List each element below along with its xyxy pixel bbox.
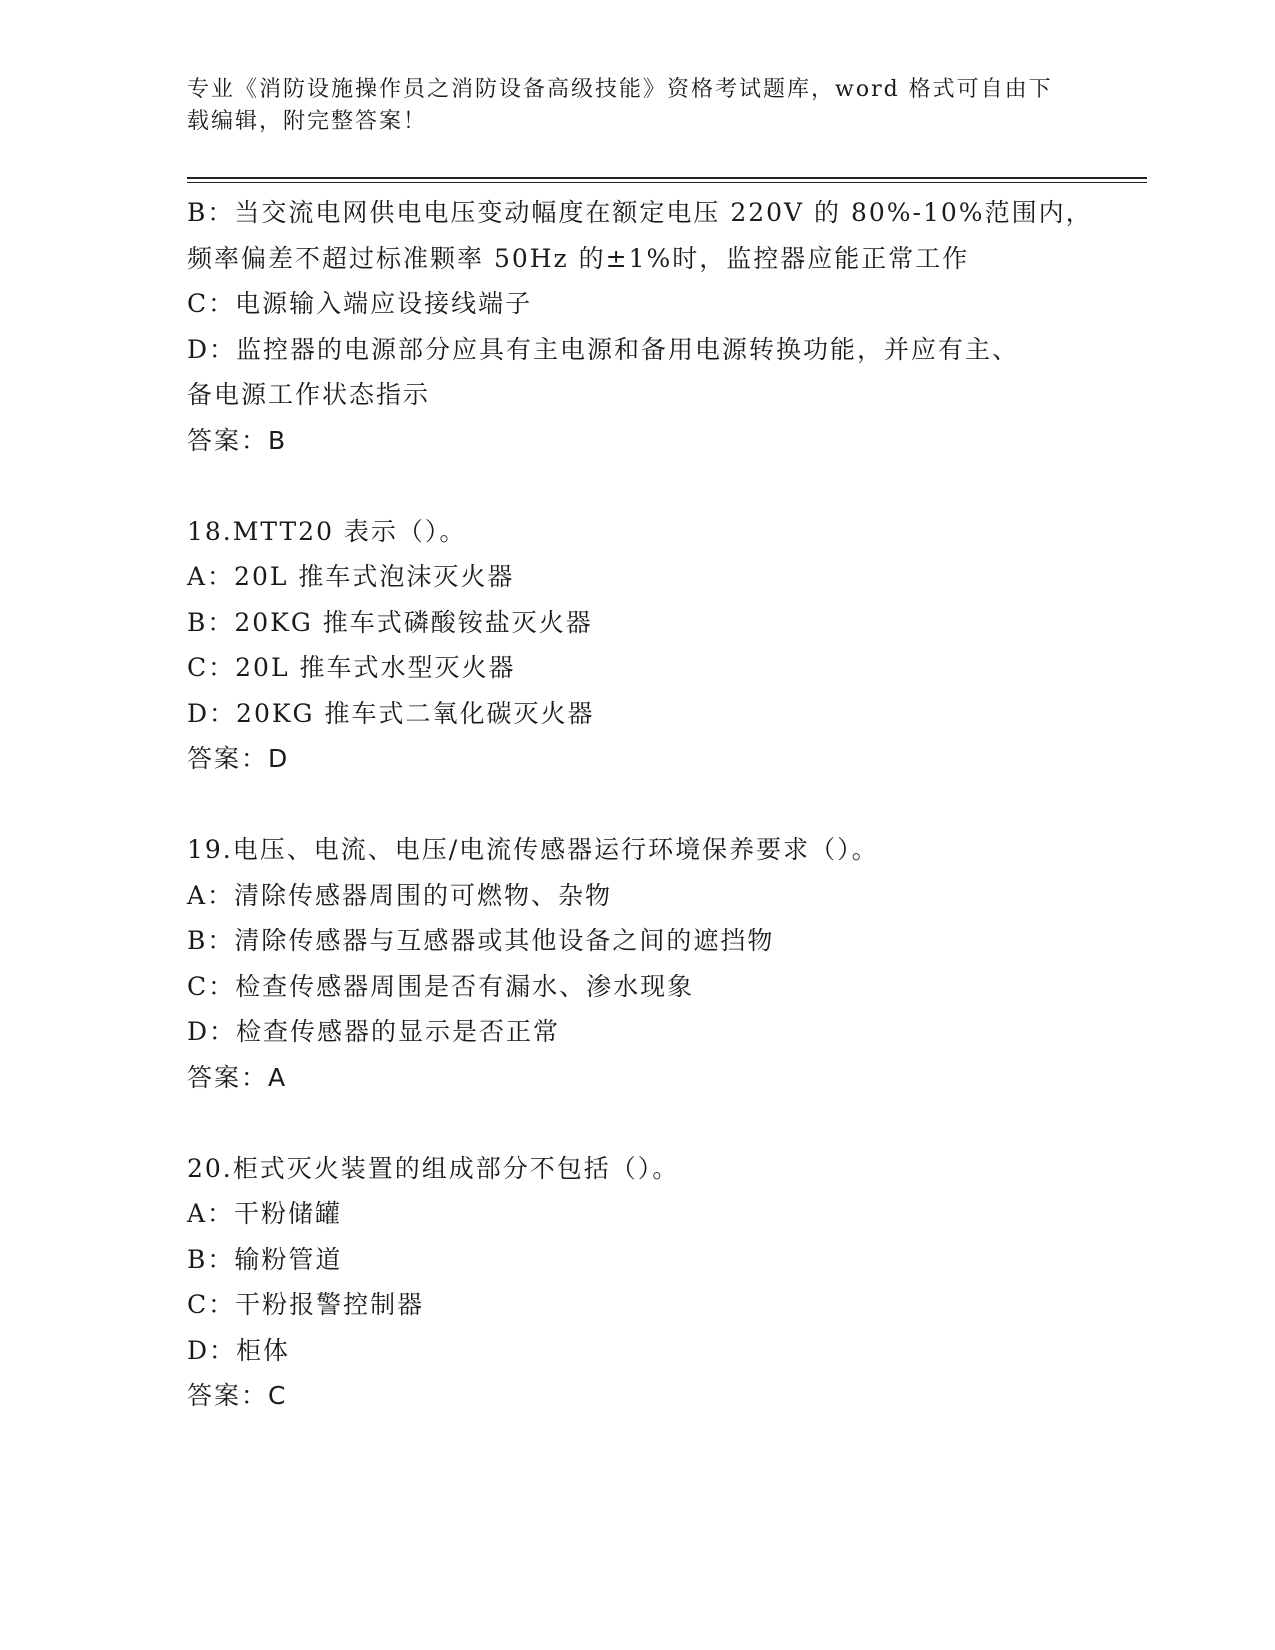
option-c: C：电源输入端应设接线端子 <box>187 289 533 318</box>
question-19 <box>187 827 1107 1100</box>
option-d: D：检查传感器的显示是否正常 <box>187 1017 561 1046</box>
answer: 答案：A <box>187 1062 288 1092</box>
answer: 答案：C <box>187 1381 288 1410</box>
question-stem: 20.柜式灭火装置的组成部分不包括（）。 <box>187 1153 680 1183</box>
option-d-line-1: D：监控器的电源部分应具有主电源和备用电源转换功能，并应有主、 <box>187 334 1020 364</box>
question-list <box>187 190 1107 1419</box>
option-b: B：输粉管道 <box>187 1244 343 1274</box>
header-line-2: 载编辑，附完整答案！ <box>187 109 428 134</box>
option-c: C：检查传感器周围是否有漏水、渗水现象 <box>187 971 695 1001</box>
answer: 答案：D <box>187 744 290 773</box>
option-a: A：20L 推车式泡沫灭火器 <box>187 562 515 591</box>
question-stem: 18.MTT20 表示（）。 <box>187 516 467 546</box>
option-b: B：清除传感器与互感器或其他设备之间的遮挡物 <box>187 926 775 955</box>
option-a: A：清除传感器周围的可燃物、杂物 <box>187 880 613 910</box>
question-stem: 19.电压、电流、电压/电流传感器运行环境保养要求（）。 <box>187 835 879 864</box>
question-20 <box>187 1146 1107 1419</box>
header-divider-thin <box>187 182 1147 183</box>
option-c: C：干粉报警控制器 <box>187 1290 425 1319</box>
document-header <box>187 74 1087 138</box>
option-d-line-2: 备电源工作状态指示 <box>187 380 431 409</box>
option-c: C：20L 推车式水型灭火器 <box>187 653 516 682</box>
question-17-continued <box>187 190 1107 463</box>
option-b-line-2: 频率偏差不超过标准颗率 50Hz 的±1%时，监控器应能正常工作 <box>187 243 970 273</box>
option-d: D：柜体 <box>187 1335 291 1365</box>
answer: 答案：B <box>187 425 288 455</box>
header-divider-thick <box>187 177 1147 179</box>
option-d: D：20KG 推车式二氧化碳灭火器 <box>187 698 595 728</box>
option-a: A：干粉储罐 <box>187 1199 343 1228</box>
option-b-line-1: B：当交流电网供电电压变动幅度在额定电压 220V 的 80%-10%范围内， <box>187 198 1093 227</box>
header-line-1: 专业《消防设施操作员之消防设备高级技能》资格考试题库，word 格式可自由下 <box>187 77 1053 102</box>
option-b: B：20KG 推车式磷酸铵盐灭火器 <box>187 607 593 637</box>
question-18 <box>187 509 1107 782</box>
